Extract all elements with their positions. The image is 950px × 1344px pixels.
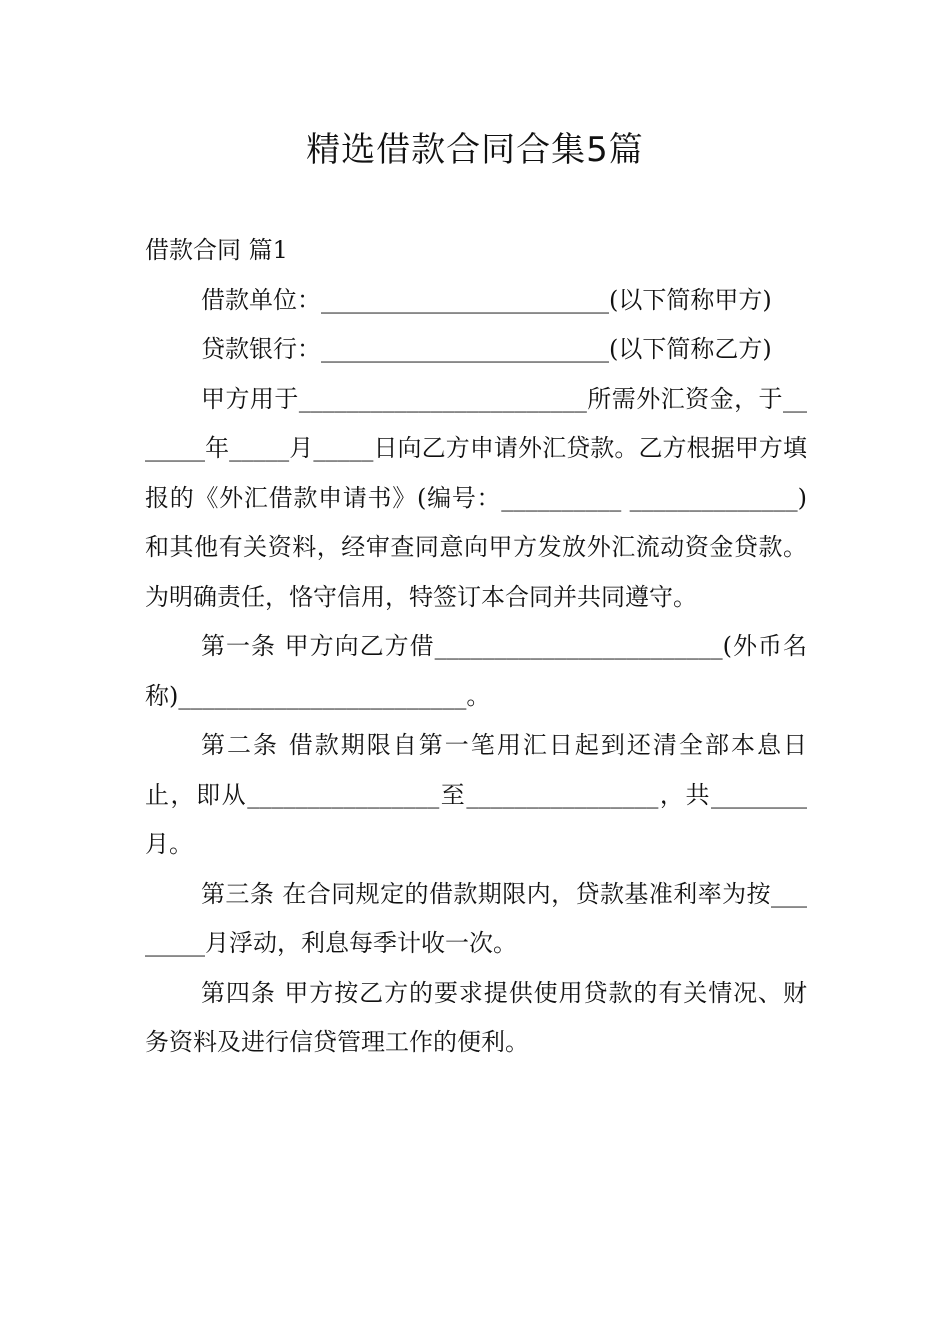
paragraph-article-1: 第一条 甲方向乙方借________________________(外币名称)________________________。 <box>145 632 807 710</box>
paragraph-borrower: 借款单位：________________________(以下简称甲方) <box>201 285 772 314</box>
paragraph-article-2: 第二条 借款期限自第一笔用汇日起到还清全部本息日止，即从________________至________________，共________月。 <box>145 731 807 858</box>
document-title: 精选借款合同合集5篇 <box>306 130 644 170</box>
paragraph-article-4: 第四条 甲方按乙方的要求提供使用贷款的有关情况、财务资料及进行信贷管理工作的便利。 <box>145 978 807 1056</box>
section-heading: 借款合同 篇1 <box>145 236 288 264</box>
document-body <box>145 226 807 1068</box>
paragraph-preamble: 甲方用于________________________所需外汇资金，于_______年_____月_____日向乙方申请外汇贷款。乙方根据甲方填报的《外汇借款申请书》(编号：__________ ______________)和其他有关资料，经审查同意向甲方发放外汇流动资金贷款。为明确责任，恪守信用，特签订本合同并共同遵守。 <box>145 384 807 611</box>
paragraph-lender: 贷款银行：________________________(以下简称乙方) <box>201 335 772 363</box>
paragraph-article-3: 第三条 在合同规定的借款期限内，贷款基准利率为按________月浮动，利息每季计收一次。 <box>145 879 807 957</box>
